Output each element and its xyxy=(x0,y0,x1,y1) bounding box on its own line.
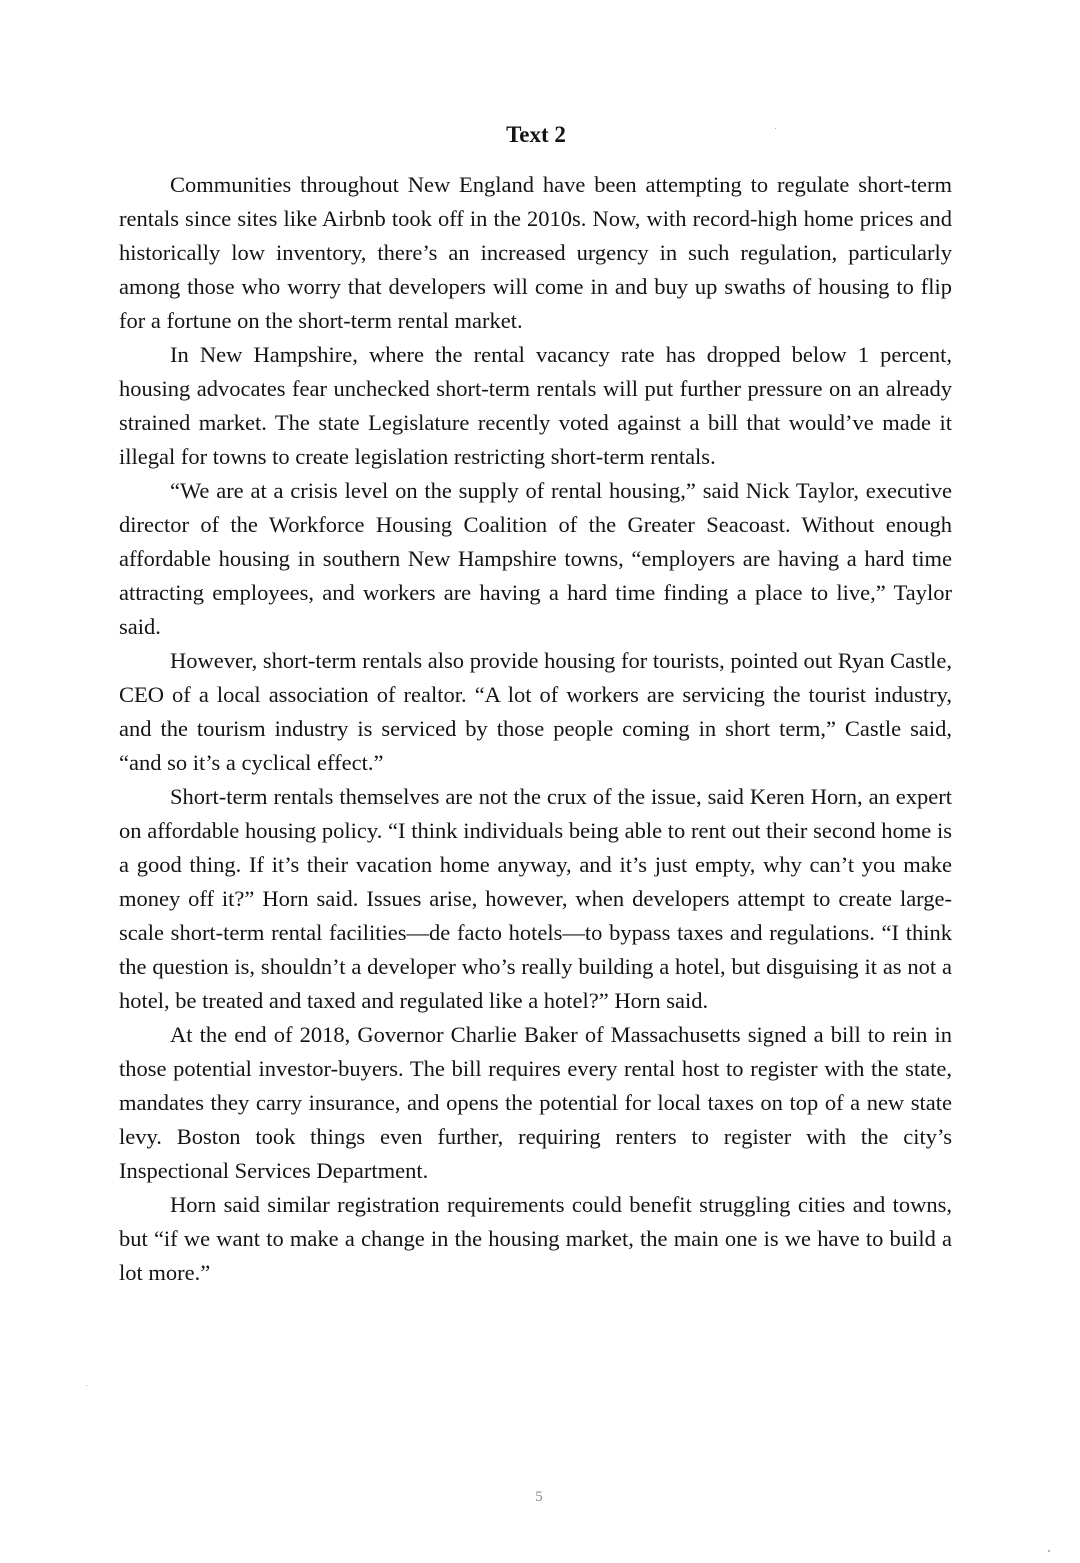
scan-speck xyxy=(1048,1550,1050,1552)
scan-speck xyxy=(86,1385,87,1386)
page-number: 5 xyxy=(535,1489,543,1505)
paragraph: Communities throughout New England have been attempting to regulate short-term rentals since sites like Airbnb took off in the 2010s. Now, with record-high home prices and historically low inventory, there’s an increased urgency in such regulation, particularly among those who worry that developers will come in and buy up swaths of housing to flip for a fortune on the short-term rental market. xyxy=(119,172,952,333)
paragraph: Short-term rentals themselves are not the crux of the issue, said Keren Horn, an expert on affordable housing policy. “I think individuals being able to rent out their second home is a good thing. If it’s their vacation home anyway, and it’s just empty, why can’t you make money off it?” Horn said. Issues arise, however, when developers attempt to create large-scale short-term rental facilities—de facto hotels—to bypass taxes and regulations. “I think the question is, shouldn’t a developer who’s really building a hotel, but disguising it as not a hotel, be treated and taxed and regulated like a hotel?” Horn said. xyxy=(119,784,952,1013)
article-body xyxy=(119,168,952,1290)
paragraph: However, short-term rentals also provide housing for tourists, pointed out Ryan Castle, CEO of a local association of realtor. “A lot of workers are servicing the tourist industry, and the tourism industry is serviced by those people coming in short term,” Castle said, “and so it’s a cyclical effect.” xyxy=(119,648,952,775)
scan-speck xyxy=(775,128,776,129)
paragraph: Horn said similar registration requirements could benefit struggling cities and towns, but “if we want to make a change in the housing market, the main one is we have to build a lot more.” xyxy=(119,1192,952,1285)
paragraph: “We are at a crisis level on the supply of rental housing,” said Nick Taylor, executive director of the Workforce Housing Coalition of the Greater Seacoast. Without enough affordable housing in southern New Hampshire towns, “employers are having a hard time attracting employees, and workers are having a hard time finding a place to live,” Taylor said. xyxy=(119,478,952,639)
paragraph: In New Hampshire, where the rental vacancy rate has dropped below 1 percent, housing advocates fear unchecked short-term rentals will put further pressure on an already strained market. The state Legislature recently voted against a bill that would’ve made it illegal for towns to create legislation restricting short-term rentals. xyxy=(119,342,952,469)
document-title: Text 2 xyxy=(506,122,566,147)
paragraph: At the end of 2018, Governor Charlie Baker of Massachusetts signed a bill to rein in those potential investor-buyers. The bill requires every rental host to register with the state, mandates they carry insurance, and opens the potential for local taxes on top of a new state levy. Boston took things even further, requiring renters to register with the city’s Inspectional Services Department. xyxy=(119,1022,952,1183)
